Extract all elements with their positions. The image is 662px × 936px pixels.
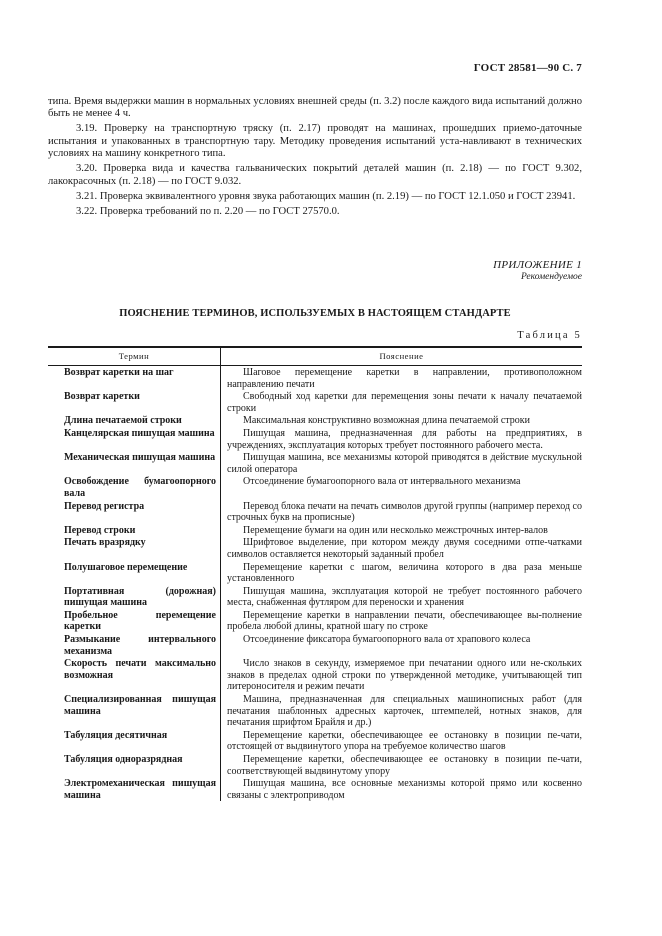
column-header-term: Термин	[48, 347, 221, 366]
explanation-text: Число знаков в секунду, измеряемое при печатании одного или не-скольких знаков в пределах одной строки по утвержденной методике, учитывающей тип литероносителя и режим печати	[227, 658, 582, 693]
term-cell: Возврат каретки на шаг	[48, 366, 221, 391]
explanation-cell	[221, 561, 583, 585]
section-title: ПОЯСНЕНИЕ ТЕРМИНОВ, ИСПОЛЬЗУЕМЫХ В НАСТОЯЩЕМ СТАНДАРТЕ	[119, 308, 511, 319]
explanation-cell	[221, 693, 583, 729]
explanation-cell	[221, 475, 583, 499]
term-cell: Табуляция одноразрядная	[48, 753, 221, 777]
explanation-text: Шрифтовое выделение, при котором между двумя соседними отпе-чатками символов оставляется некоторый заданный пробел	[227, 537, 582, 560]
explanation-cell	[221, 633, 583, 657]
table-row	[48, 585, 582, 609]
explanation-text: Перемещение каретки с шагом, величина которого в два раза меньше установленного	[227, 561, 582, 585]
table-row	[48, 609, 582, 633]
explanation-text: Перевод блока печати на печать символов другой группы (например переход со строчных букв на прописные)	[227, 500, 582, 524]
term-cell: Полушаговое перемещение	[48, 561, 221, 585]
explanation-cell	[221, 366, 583, 391]
term-cell: Механическая пишущая машина	[48, 451, 221, 475]
table-row	[48, 561, 582, 585]
table-header-row	[48, 347, 582, 366]
explanation-text: Шаговое перемещение каретки в направлении, противоположном направлению печати	[227, 367, 582, 390]
table-row	[48, 427, 582, 451]
appendix-number: ПРИЛОЖЕНИЕ 1	[493, 259, 582, 271]
table-label: Таблица 5	[517, 330, 582, 341]
table-row	[48, 633, 582, 657]
explanation-cell	[221, 585, 583, 609]
term-cell: Печать вразрядку	[48, 536, 221, 560]
explanation-cell	[221, 753, 583, 777]
term-cell: Пробельное перемещение каретки	[48, 609, 221, 633]
explanation-text: Пишущая машина, предназначенная для работы на предприятиях, в учреждениях, эксплуатация которых требует постоянного рабочего места.	[227, 427, 582, 451]
table-row	[48, 753, 582, 777]
table-row	[48, 451, 582, 475]
term-cell: Перевод регистра	[48, 500, 221, 524]
paragraph-3-21: 3.21. Проверка эквивалентного уровня звука работающих машин (п. 2.19) — по ГОСТ 12.1.050 и ГОСТ 23941.	[76, 190, 576, 202]
table-row	[48, 390, 582, 414]
explanation-cell	[221, 390, 583, 414]
page-header: ГОСТ 28581—90 С. 7	[473, 62, 582, 74]
table-row	[48, 414, 582, 427]
term-cell: Специализированная пишущая машина	[48, 693, 221, 729]
explanation-cell	[221, 729, 583, 753]
explanation-cell	[221, 609, 583, 633]
term-cell: Перевод строки	[48, 524, 221, 537]
body-text	[48, 96, 582, 221]
term-cell: Освобождение бумагоопорного вала	[48, 475, 221, 499]
term-cell: Табуляция десятичная	[48, 729, 221, 753]
column-header-explanation: Пояснение	[221, 347, 583, 366]
table-row	[48, 475, 582, 499]
explanation-text: Перемещение каретки в направлении печати, обеспечивающее вы-полнение пробела любой длины, кратной шагу по строке	[227, 609, 582, 633]
explanation-text: Пишущая машина, эксплуатация которой не требует постоянного рабочего места, снабженная футляром для переноски и хранения	[227, 585, 582, 609]
explanation-cell	[221, 657, 583, 693]
explanation-text: Пишущая машина, все механизмы которой приводятся в действие мускульной силой оператора	[227, 452, 582, 475]
explanation-cell	[221, 451, 583, 475]
table-row	[48, 657, 582, 693]
explanation-cell	[221, 524, 583, 537]
terms-table	[48, 346, 582, 801]
table-row	[48, 777, 582, 801]
explanation-cell	[221, 500, 583, 524]
term-cell: Скорость печати максимально возможная	[48, 657, 221, 693]
term-cell: Возврат каретки	[48, 390, 221, 414]
table-row	[48, 524, 582, 537]
explanation-cell	[221, 414, 583, 427]
term-cell: Портативная (дорожная) пишущая машина	[48, 585, 221, 609]
paragraph-3-22: 3.22. Проверка требований по п. 2.20 — по ГОСТ 27570.0.	[76, 205, 340, 217]
paragraph-3-19: 3.19. Проверку на транспортную тряску (п. 2.17) проводят на машинах, прошедших приемо-даточные испытания и упакованных в транспортную тару. Методику проведения испытаний уста-навливают в технических условиях на машину конкретного типа.	[48, 123, 582, 160]
table-row	[48, 500, 582, 524]
term-cell: Размыкание интервального механизма	[48, 633, 221, 657]
appendix-label	[493, 259, 582, 282]
explanation-text: Пишущая машина, все основные механизмы которой прямо или косвенно связаны с электроприводом	[227, 778, 582, 801]
table-row	[48, 366, 582, 391]
paragraph: типа. Время выдержки машин в нормальных условиях внешней среды (п. 3.2) после каждого вида испытаний должно быть не менее 4 ч.	[48, 96, 582, 120]
term-cell: Канцелярская пишущая машина	[48, 427, 221, 451]
explanation-text: Отсоединение бумагоопорного вала от интервального механизма	[243, 476, 521, 488]
term-cell: Электромеханическая пишущая машина	[48, 777, 221, 801]
explanation-text: Перемещение каретки, обеспечивающее ее остановку в позиции пе-чати, отстоящей от выдвинутого упора на требуемое количество шагов	[227, 729, 582, 753]
table-row	[48, 693, 582, 729]
explanation-text: Отсоединение фиксатора бумагоопорного вала от храпового колеса	[243, 634, 531, 646]
term-cell: Длина печатаемой строки	[48, 414, 221, 427]
explanation-text: Свободный ход каретки для перемещения зоны печати к началу печатаемой строки	[227, 391, 582, 414]
explanation-text: Перемещение бумаги на один или несколько межстрочных интер-валов	[243, 524, 548, 536]
explanation-cell	[221, 536, 583, 560]
explanation-text: Перемещение каретки, обеспечивающее ее остановку в позиции пе-чати, соответствующей выдвинутому упору	[227, 754, 582, 777]
table-body	[48, 366, 582, 802]
explanation-cell	[221, 427, 583, 451]
explanation-text: Максимальная конструктивно возможная длина печатаемой строки	[243, 415, 530, 427]
table-row	[48, 729, 582, 753]
appendix-status: Рекомендуемое	[520, 272, 582, 282]
paragraph-3-20: 3.20. Проверка вида и качества гальванических покрытий деталей машин (п. 2.18) — по ГОСТ 9.302, лакокрасочных (п. 2.18) — по ГОСТ 9.032.	[48, 163, 582, 187]
table-row	[48, 536, 582, 560]
explanation-cell	[221, 777, 583, 801]
explanation-text: Машина, предназначенная для специальных машинописных работ (для печатания шаблонных адресных карточек, штемпелей, нотных знаков, для печатания шрифтом Брайля и др.)	[227, 694, 582, 729]
